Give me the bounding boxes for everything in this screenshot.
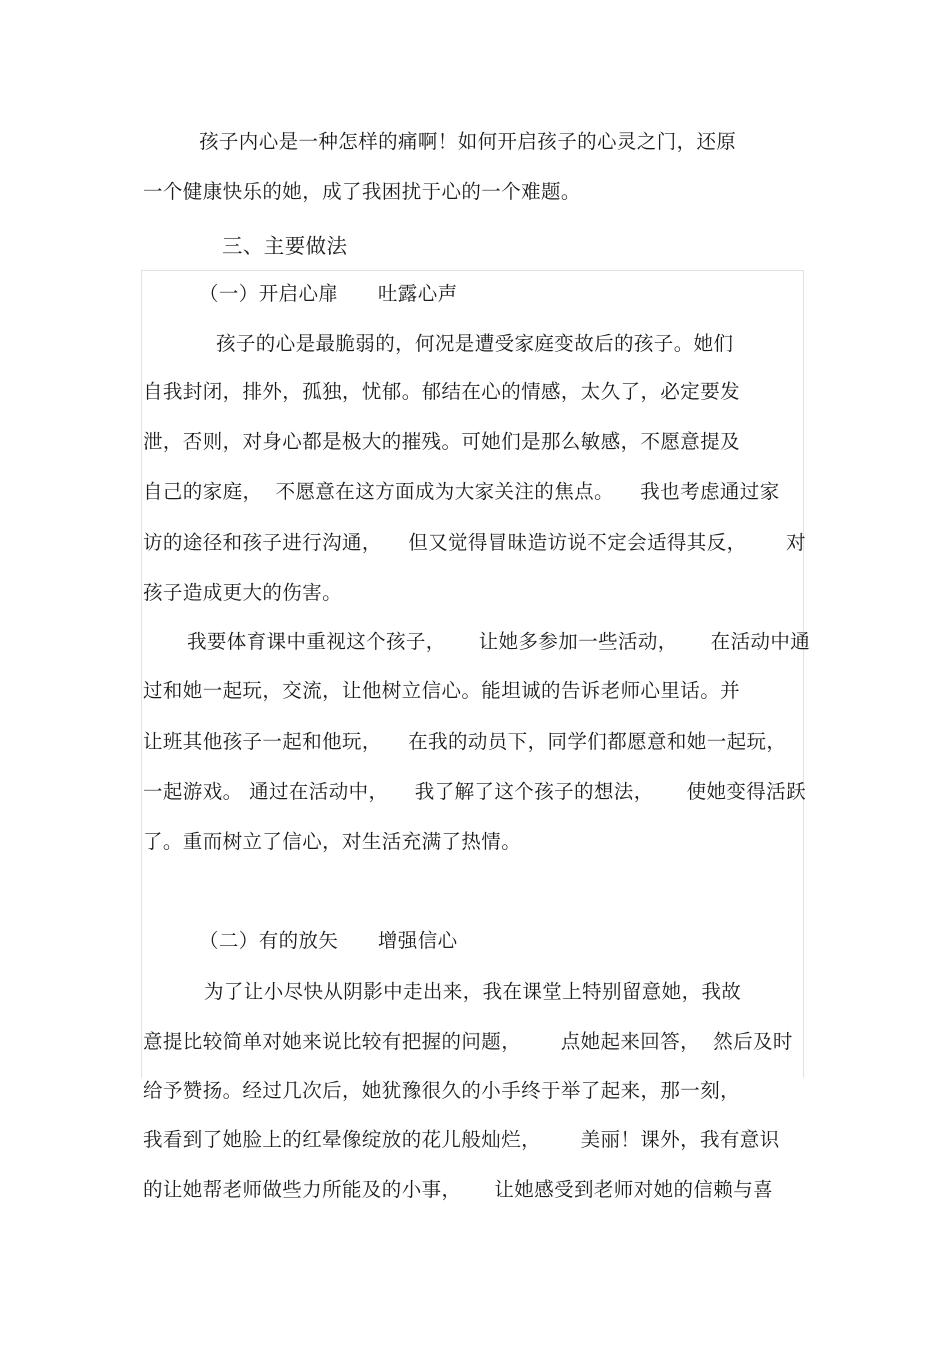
paragraph-1-line-2: 自我封闭，排外，孤独，忧郁。郁结在心的情感，太久了，必定要发 (143, 380, 741, 403)
intro-line-1: 孩子内心是一种怎样的痛啊！如何开启孩子的心灵之门，还原 (199, 130, 737, 153)
paragraph-3-line-5: 的让她帮老师做些力所能及的小事， 让她感受到老师对她的信赖与喜 (143, 1178, 773, 1201)
paragraph-2-line-2: 过和她一起玩，交流，让他树立信心。能坦诚的告诉老师心里话。并 (143, 679, 741, 702)
subsection-2-heading: （二）有的放矢 增强信心 (199, 929, 458, 952)
paragraph-1-line-3: 泄，否则，对身心都是极大的摧残。可她们是那么敏感，不愿意提及 (143, 430, 741, 453)
paragraph-3-line-2: 意提比较简单对她来说比较有把握的问题， 点她起来回答， 然后及时 (143, 1030, 793, 1053)
paragraph-1-line-6: 孩子造成更大的伤害。 (143, 581, 343, 604)
paragraph-1-line-5: 访的途径和孩子进行沟通， 但又觉得冒昧造访说不定会适得其反， 对 (143, 531, 806, 554)
paragraph-3-line-3: 给予赞扬。经过几次后，她犹豫很久的小手终于举了起来，那一刻， (143, 1079, 741, 1102)
paragraph-2-line-3: 让班其他孩子一起和他玩， 在我的动员下，同学们都愿意和她一起玩， (143, 730, 787, 753)
section-heading: 三、主要做法 (222, 234, 348, 258)
paragraph-2-line-5: 了。重而树立了信心，对生活充满了热情。 (143, 830, 522, 853)
paragraph-2-line-4: 一起游戏。 通过在活动中， 我了解了这个孩子的想法， 使她变得活跃 (143, 780, 806, 803)
intro-line-2: 一个健康快乐的她，成了我困扰于心的一个难题。 (143, 180, 581, 203)
subsection-1-heading: （一）开启心扉 吐露心声 (199, 282, 458, 305)
paragraph-3-line-4: 我看到了她脸上的红晕像绽放的花儿般灿烂， 美丽！课外，我有意识 (143, 1128, 780, 1151)
paragraph-3-line-1: 为了让小尽快从阴影中走出来，我在课堂上特别留意她，我故 (204, 980, 742, 1003)
paragraph-1-line-1: 孩子的心是最脆弱的，何况是遭受家庭变故后的孩子。她们 (216, 332, 734, 355)
paragraph-2-line-1: 我要体育课中重视这个孩子， 让她多参加一些活动， 在活动中通 (187, 630, 811, 653)
paragraph-1-line-4: 自己的家庭， 不愿意在这方面成为大家关注的焦点。 我也考虑通过家 (143, 480, 780, 503)
